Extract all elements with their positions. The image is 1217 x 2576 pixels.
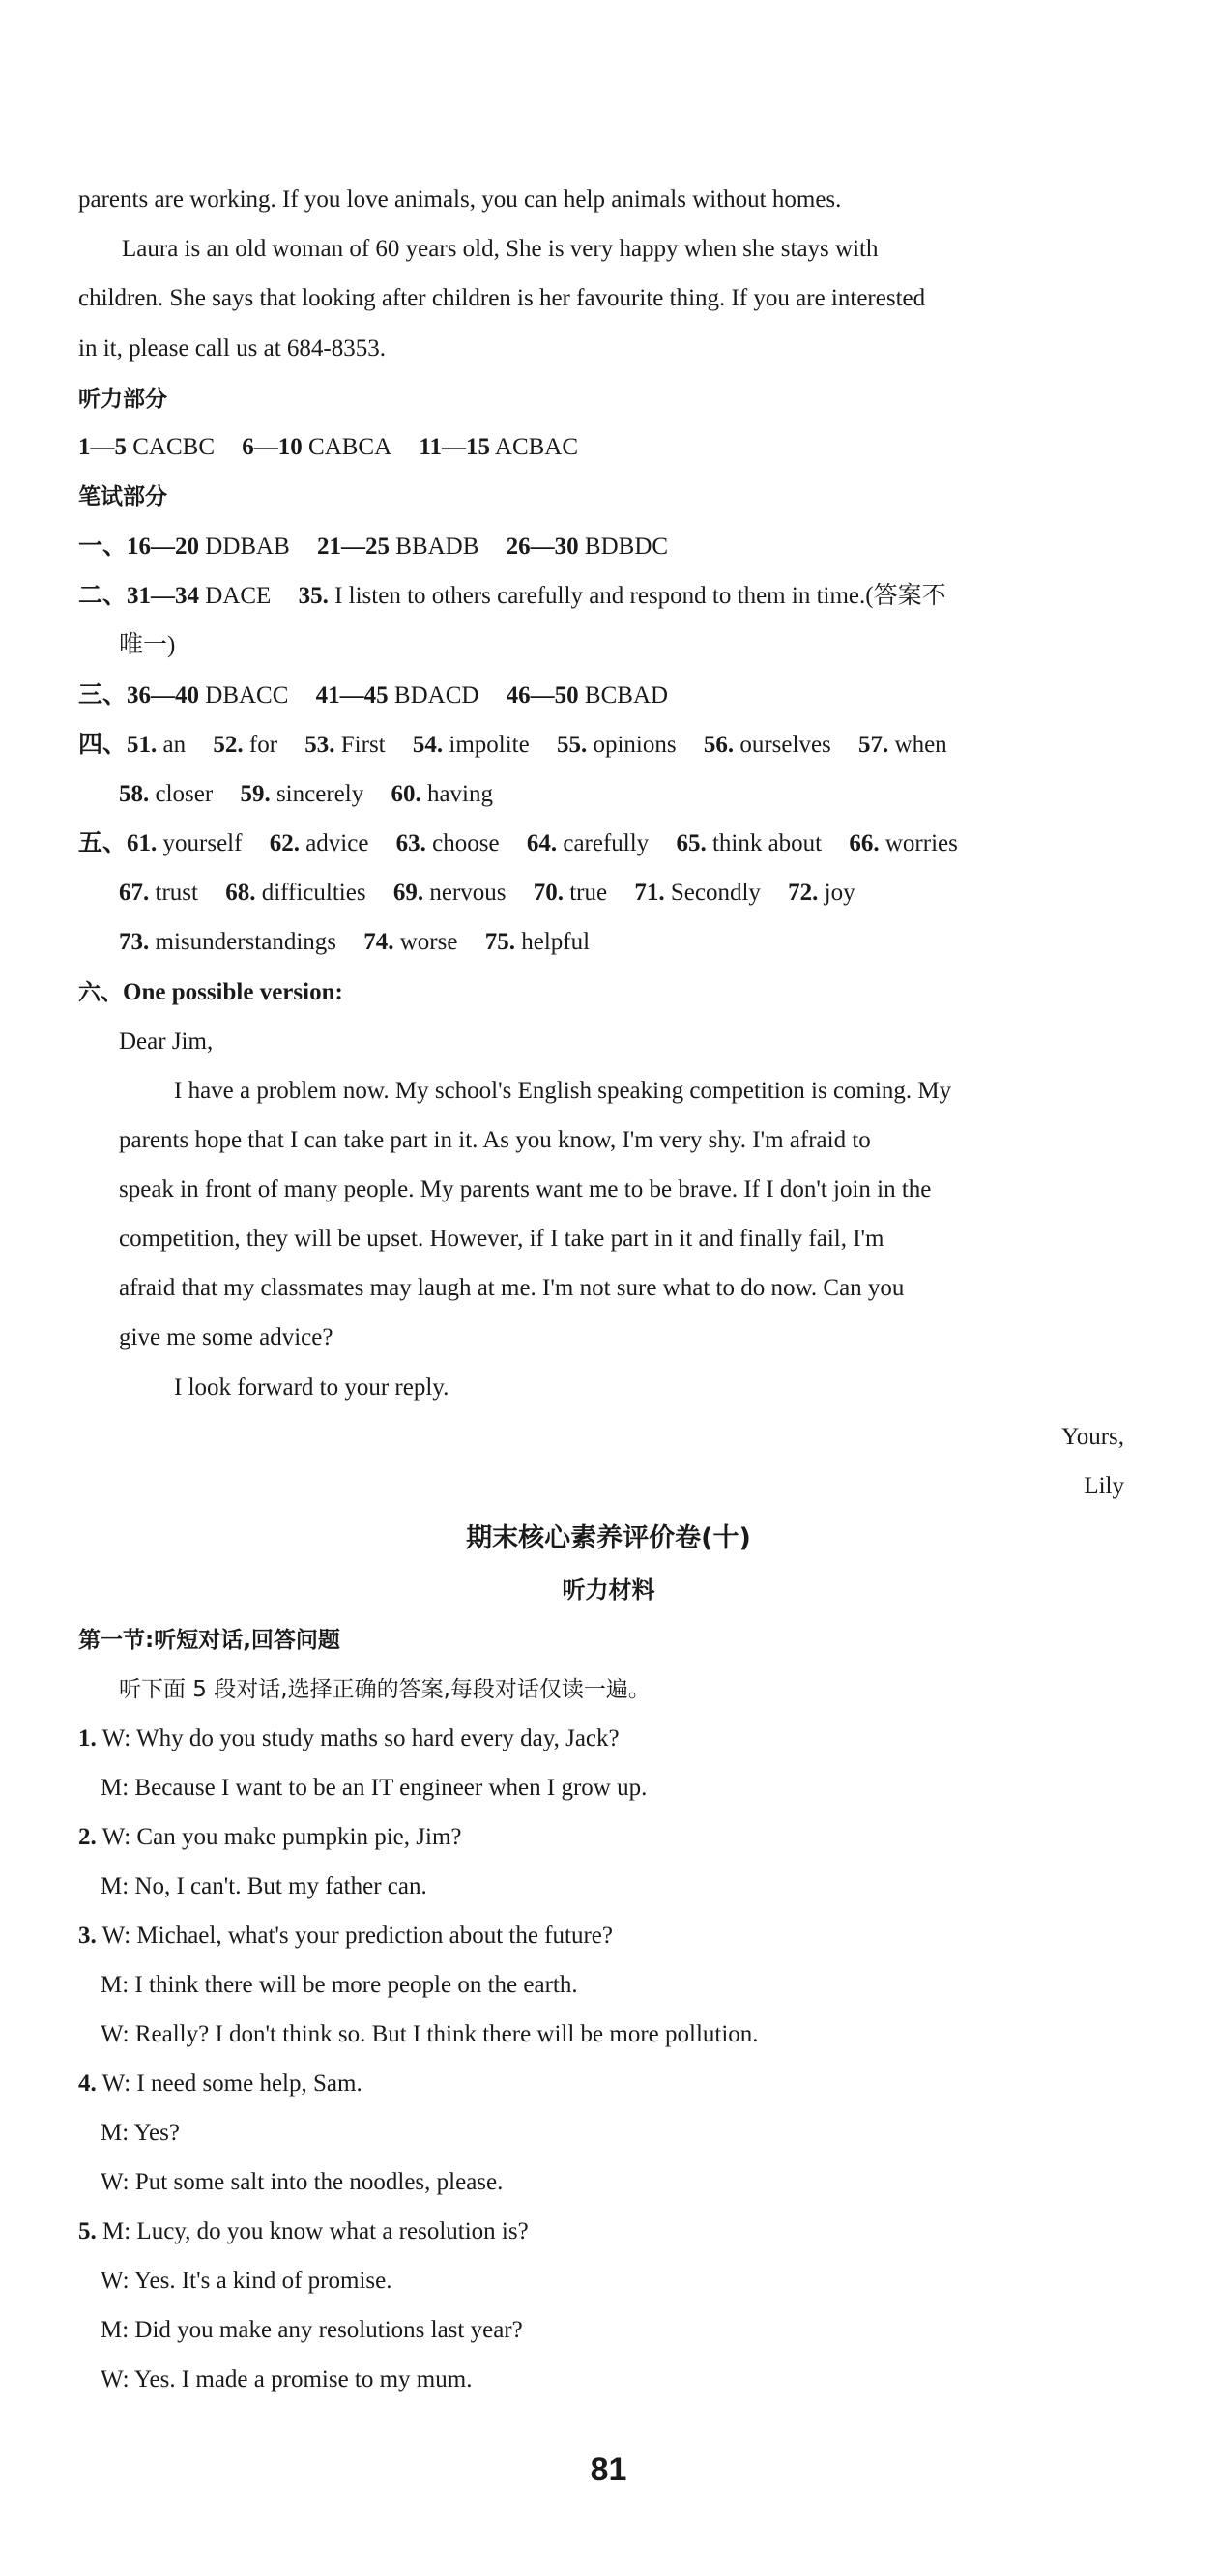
answer-item: 62. advice xyxy=(269,830,369,856)
dialogue-line: 5. M: Lucy, do you know what a resolution is? xyxy=(78,2218,529,2244)
listening-heading: 听力部分 xyxy=(78,387,167,412)
passage-line: children. She says that looking after children is her favourite thing. If you are interested xyxy=(78,285,926,311)
answer-group: 6—10 CABCA xyxy=(242,434,392,460)
answer-item: 四、51. an xyxy=(78,732,187,758)
exam-subtitle: 听力材料 xyxy=(562,1577,655,1604)
answer-35-cont: 唯一) xyxy=(119,632,176,658)
instruction: 听下面 5 段对话,选择正确的答案,每段对话仅读一遍。 xyxy=(119,1677,651,1702)
answer-item: 75. helpful xyxy=(484,929,591,955)
exam-title: 期末核心素养评价卷(十) xyxy=(466,1523,751,1553)
writing-heading: 笔试部分 xyxy=(78,484,167,509)
answer-item: 55. opinions xyxy=(556,732,677,758)
passage-line: in it, please call us at 684-8353. xyxy=(78,335,386,362)
dialogue-line: M: No, I can't. But my father can. xyxy=(101,1873,427,1899)
page-number: 81 xyxy=(590,2451,627,2488)
section-4-answers xyxy=(78,731,947,760)
dialogue-line: 2. W: Can you make pumpkin pie, Jim? xyxy=(78,1824,462,1850)
section-5-answers xyxy=(78,829,958,858)
section-4-answers-cont xyxy=(119,780,493,809)
answer-item: 56. ourselves xyxy=(703,732,831,758)
dialogue-line: W: Yes. I made a promise to my mum. xyxy=(101,2366,473,2392)
answer-item: 65. think about xyxy=(676,830,823,856)
answer-item: 57. when xyxy=(858,732,947,758)
section-6-intro: 六、One possible version: xyxy=(78,979,343,1005)
answer-item: 58. closer xyxy=(119,781,214,807)
answer-group: 26—30 BDBDC xyxy=(506,534,669,560)
section-heading: 第一节:听短对话,回答问题 xyxy=(78,1628,340,1653)
answer-item: 五、61. yourself xyxy=(78,830,243,856)
answer-group: 21—25 BBADB xyxy=(317,534,479,560)
letter-line: I have a problem now. My school's English speaking competition is coming. My xyxy=(174,1078,952,1104)
letter-line: afraid that my classmates may laugh at me. I'm not sure what to do now. Can you xyxy=(119,1275,905,1301)
dialogue-line: M: I think there will be more people on the earth. xyxy=(101,1972,578,1998)
answer-item: 67. trust xyxy=(119,880,198,906)
answer-item: 73. misunderstandings xyxy=(119,929,336,955)
answer-item: 74. worse xyxy=(363,929,458,955)
section-5-answers-cont xyxy=(119,928,590,957)
listening-answers xyxy=(78,433,578,462)
answer-item: 64. carefully xyxy=(526,830,650,856)
passage-line: parents are working. If you love animals, you can help animals without homes. xyxy=(78,187,842,213)
answer-group: 二、31—34 DACE xyxy=(78,583,272,609)
answer-group: 11—15 ACBAC xyxy=(419,434,579,460)
answer-item: 63. choose xyxy=(395,830,500,856)
answer-item: 71. Secondly xyxy=(634,880,761,906)
answer-item: 53. First xyxy=(304,732,386,758)
answer-group: 三、36—40 DBACC xyxy=(78,682,289,709)
dialogue-line: W: Put some salt into the noodles, please. xyxy=(101,2169,504,2195)
dialogue-line: 4. W: I need some help, Sam. xyxy=(78,2070,362,2097)
answer-item: 54. impolite xyxy=(412,732,530,758)
letter-line: speak in front of many people. My parents want me to be brave. If I don't join in the xyxy=(119,1176,932,1202)
dialogue-line: M: Yes? xyxy=(101,2120,180,2146)
answer-group: 1—5 CACBC xyxy=(78,434,216,460)
answer-35: 35. I listen to others carefully and respond to them in time.(答案不 xyxy=(298,583,946,609)
letter-line: parents hope that I can take part in it. As you know, I'm very shy. I'm afraid to xyxy=(119,1127,871,1153)
passage-line: Laura is an old woman of 60 years old, She is very happy when she stays with xyxy=(122,236,879,262)
dialogue-line: 1. W: Why do you study maths so hard every day, Jack? xyxy=(78,1725,620,1751)
answer-item: 66. worries xyxy=(849,830,958,856)
answer-item: 70. true xyxy=(533,880,608,906)
answer-group: 46—50 BCBAD xyxy=(506,682,669,709)
answer-item: 59. sincerely xyxy=(240,781,364,807)
letter-signature: Lily xyxy=(1084,1473,1124,1499)
section-3-answers xyxy=(78,681,668,710)
letter-closing-line: I look forward to your reply. xyxy=(174,1375,449,1401)
dialogue-line: M: Because I want to be an IT engineer when I grow up. xyxy=(101,1775,648,1801)
section-5-answers-cont xyxy=(119,879,855,908)
section-label: 一、16—20 DDBAB xyxy=(78,534,290,560)
dialogue-line: 3. W: Michael, what's your prediction about the future? xyxy=(78,1923,613,1949)
dialogue-line: W: Yes. It's a kind of promise. xyxy=(101,2268,392,2294)
letter-line: give me some advice? xyxy=(119,1324,333,1350)
letter-greeting: Dear Jim, xyxy=(119,1028,214,1055)
answer-item: 69. nervous xyxy=(392,880,507,906)
letter-line: competition, they will be upset. However, if I take part in it and finally fail, I'm xyxy=(119,1226,884,1252)
answer-item: 72. joy xyxy=(788,880,855,906)
dialogue-line: M: Did you make any resolutions last year? xyxy=(101,2317,523,2343)
answer-item: 52. for xyxy=(213,732,278,758)
section-1-answers xyxy=(78,533,668,562)
section-2-answers xyxy=(78,582,946,611)
answer-item: 68. difficulties xyxy=(225,880,366,906)
answer-item: 60. having xyxy=(391,781,493,807)
dialogue-line: W: Really? I don't think so. But I think there will be more pollution. xyxy=(101,2021,759,2047)
letter-closing: Yours, xyxy=(1061,1424,1124,1450)
answer-group: 41—45 BDACD xyxy=(315,682,479,709)
